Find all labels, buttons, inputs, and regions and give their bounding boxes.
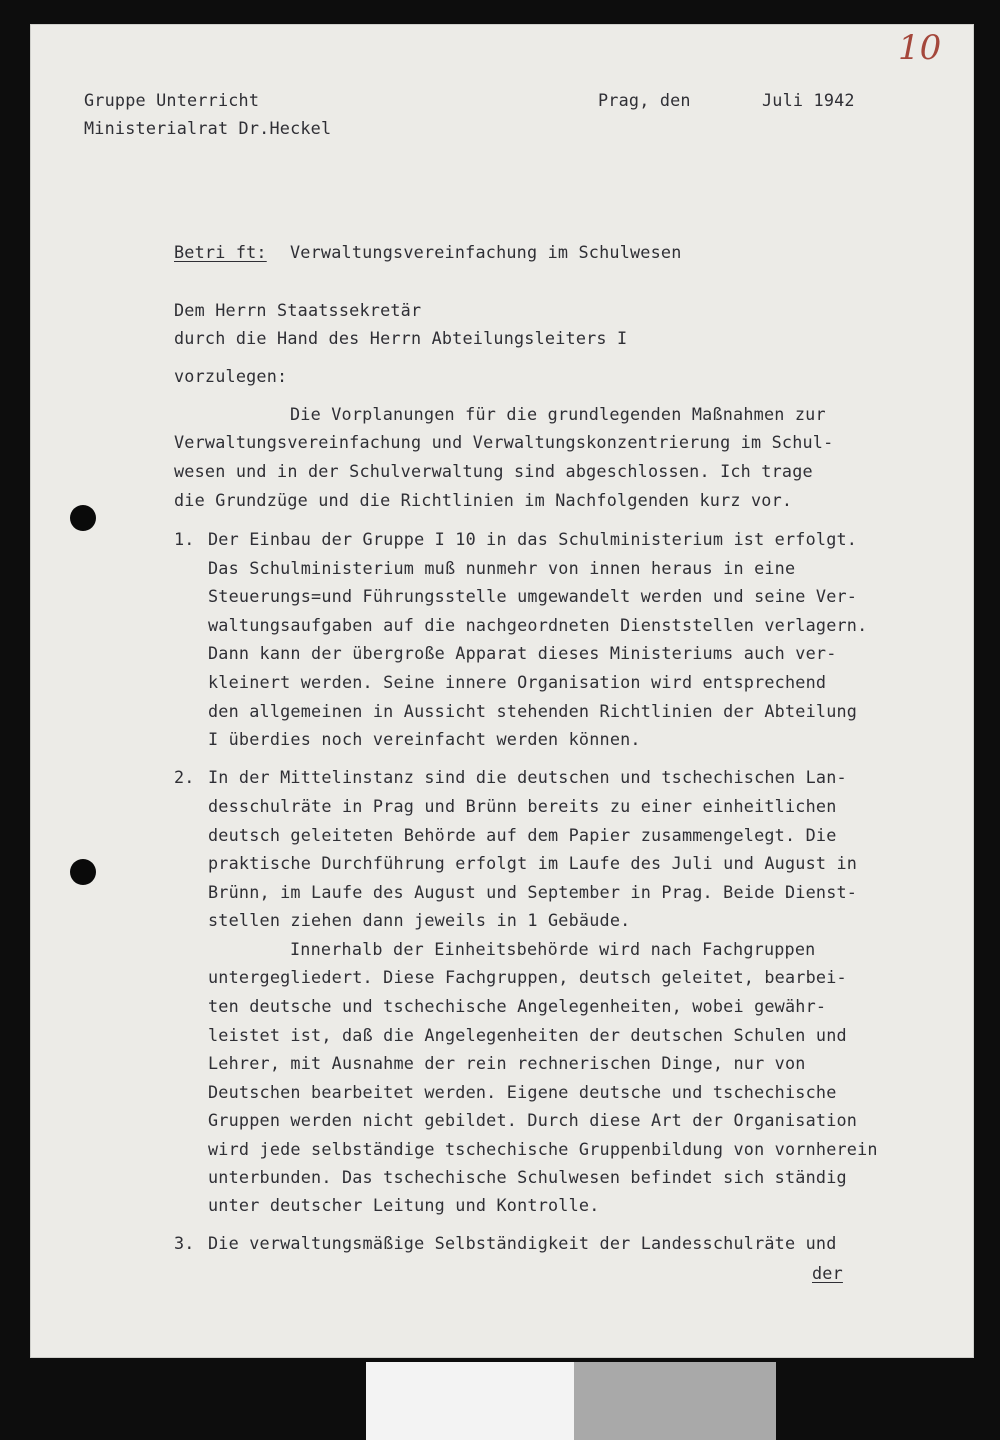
item2-line: unterbunden. Das tschechische Schulwesen befindet sich ständig [208, 1167, 847, 1187]
item1-line: Das Schulministerium muß nunmehr von innen heraus in eine [208, 558, 796, 578]
subject-text: Verwaltungsvereinfachung im Schulwesen [290, 242, 682, 262]
item2-line: deutsch geleiteten Behörde auf dem Papier zusammengelegt. Die [208, 825, 837, 845]
address-line: Dem Herrn Staatssekretär [174, 300, 422, 320]
punch-hole [70, 505, 96, 531]
item2-line: untergegliedert. Diese Fachgruppen, deutsch geleitet, bearbei- [208, 967, 847, 987]
header-department: Gruppe Unterricht [84, 90, 260, 110]
color-reference-gray [574, 1362, 776, 1440]
item-number: 2. [174, 767, 195, 787]
subject-label: Betri ft: [174, 242, 267, 262]
item1-line: waltungsaufgaben auf die nachgeordneten Dienststellen verlagern. [208, 615, 868, 635]
item2-line: desschulräte in Prag und Brünn bereits zu einer einheitlichen [208, 796, 837, 816]
address-line: vorzulegen: [174, 366, 288, 386]
item-number: 1. [174, 529, 195, 549]
intro-line: Die Vorplanungen für die grundlegenden Maßnahmen zur [290, 404, 826, 424]
punch-hole [70, 859, 96, 885]
item2-line: leistet ist, daß die Angelegenheiten der deutschen Schulen und [208, 1025, 847, 1045]
item3-line: Die verwaltungsmäßige Selbständigkeit der Landesschulräte und [208, 1233, 837, 1253]
page-number: 10 [898, 28, 942, 68]
header-place-date: Prag, den [598, 90, 691, 110]
item2-line: Innerhalb der Einheitsbehörde wird nach Fachgruppen [290, 939, 816, 959]
intro-line: die Grundzüge und die Richtlinien im Nachfolgenden kurz vor. [174, 490, 793, 510]
item2-line: Lehrer, mit Ausnahme der rein rechnerischen Dinge, nur von [208, 1053, 806, 1073]
address-line: durch die Hand des Herrn Abteilungsleiters I [174, 328, 628, 348]
item2-line: Brünn, im Laufe des August und September in Prag. Beide Dienst- [208, 882, 858, 902]
item1-line: Steuerungs=und Führungsstelle umgewandelt werden und seine Ver- [208, 586, 858, 606]
item2-line: Gruppen werden nicht gebildet. Durch diese Art der Organisation [208, 1110, 858, 1130]
item1-line: kleinert werden. Seine innere Organisation wird entsprechend [208, 672, 827, 692]
intro-line: wesen und in der Schulverwaltung sind abgeschlossen. Ich trage [174, 461, 813, 481]
item2-line: Deutschen bearbeitet werden. Eigene deutsche und tschechische [208, 1082, 837, 1102]
item1-line: Dann kann der übergroße Apparat dieses Ministeriums auch ver- [208, 643, 837, 663]
item2-line: In der Mittelinstanz sind die deutschen und tschechischen Lan- [208, 767, 847, 787]
item1-line: I überdies noch vereinfacht werden können. [208, 729, 641, 749]
color-reference-white [366, 1362, 574, 1440]
item2-line: ten deutsche und tschechische Angelegenheiten, wobei gewähr- [208, 996, 827, 1016]
item-number: 3. [174, 1233, 195, 1253]
item2-line: wird jede selbständige tschechische Gruppenbildung von vornherein [208, 1139, 878, 1159]
item2-line: stellen ziehen dann jeweils in 1 Gebäude. [208, 910, 631, 930]
item2-line: unter deutscher Leitung und Kontrolle. [208, 1195, 600, 1215]
item1-line: den allgemeinen in Aussicht stehenden Richtlinien der Abteilung [208, 701, 858, 721]
header-official: Ministerialrat Dr.Heckel [84, 118, 332, 138]
intro-line: Verwaltungsvereinfachung und Verwaltungskonzentrierung im Schul- [174, 432, 834, 452]
catchword: der [812, 1263, 843, 1283]
item1-line: Der Einbau der Gruppe I 10 in das Schulministerium ist erfolgt. [208, 529, 858, 549]
header-month-year: Juli 1942 [762, 90, 855, 110]
item2-line: praktische Durchführung erfolgt im Laufe des Juli und August in [208, 853, 858, 873]
